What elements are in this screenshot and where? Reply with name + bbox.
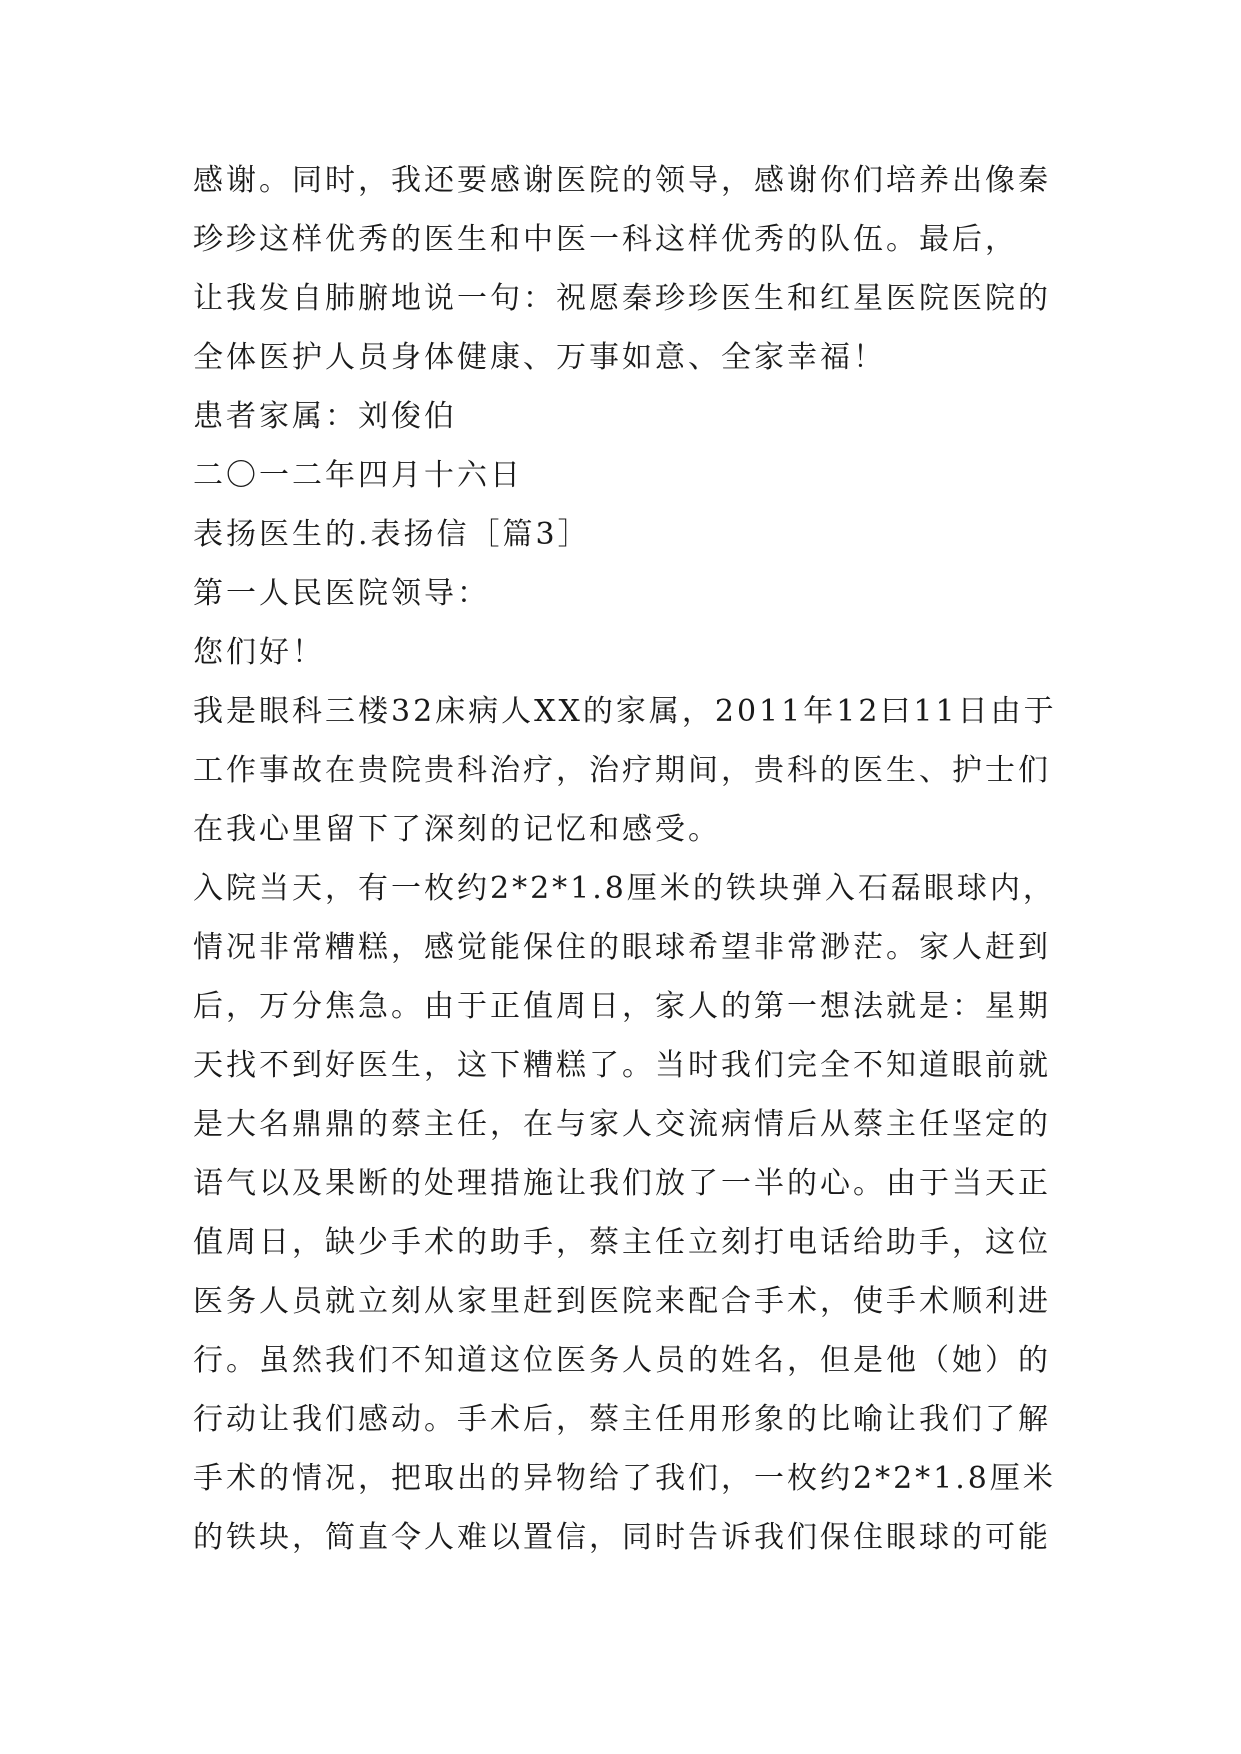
text-line: 入院当天，有一枚约2*2*1.8厘米的铁块弹入石磊眼球内， bbox=[193, 871, 1056, 906]
text-line: 在我心里留下了深刻的记忆和感受。 bbox=[193, 812, 721, 847]
letter-body bbox=[193, 151, 1073, 1567]
text-line: 我是眼科三楼32床病人XX的家属，2011年12曰11日由于 bbox=[193, 694, 1057, 729]
text-line: 让我发自肺腑地说一句：祝愿秦珍珍医生和红星医院医院的 bbox=[193, 281, 1051, 316]
text-line: 是大名鼎鼎的蔡主任，在与家人交流病情后从蔡主任坚定的 bbox=[193, 1107, 1051, 1142]
text-line: 情况非常糟糕，感觉能保住的眼球希望非常渺茫。家人赶到 bbox=[193, 930, 1051, 965]
text-line: 工作事故在贵院贵科治疗，治疗期间，贵科的医生、护士们 bbox=[193, 753, 1051, 788]
text-line: 的铁块，简直令人难以置信，同时告诉我们保住眼球的可能 bbox=[193, 1520, 1051, 1555]
text-line: 手术的情况，把取出的异物给了我们，一枚约2*2*1.8厘米 bbox=[193, 1461, 1056, 1496]
greeting: 您们好！ bbox=[193, 635, 325, 670]
text-line: 行动让我们感动。手术后，蔡主任用形象的比喻让我们了解 bbox=[193, 1402, 1051, 1437]
section-title: 表扬医生的.表扬信［篇3］ bbox=[193, 517, 591, 552]
text-line: 值周日，缺少手术的助手，蔡主任立刻打电话给助手，这位 bbox=[193, 1225, 1051, 1260]
text-line: 后，万分焦急。由于正值周日，家人的第一想法就是：星期 bbox=[193, 989, 1051, 1024]
text-line: 感谢。同时，我还要感谢医院的领导，感谢你们培养出像秦 bbox=[193, 163, 1051, 198]
text-line: 语气以及果断的处理措施让我们放了一半的心。由于当天正 bbox=[193, 1166, 1051, 1201]
text-line: 天找不到好医生，这下糟糕了。当时我们完全不知道眼前就 bbox=[193, 1048, 1051, 1083]
date-line: 二〇一二年四月十六日 bbox=[193, 458, 523, 493]
text-line: 行。虽然我们不知道这位医务人员的姓名，但是他（她）的 bbox=[193, 1343, 1051, 1378]
text-line: 珍珍这样优秀的医生和中医一科这样优秀的队伍。最后， bbox=[193, 222, 1018, 257]
text-line: 医务人员就立刻从家里赶到医院来配合手术，使手术顺利进 bbox=[193, 1284, 1051, 1319]
text-line: 全体医护人员身体健康、万事如意、全家幸福！ bbox=[193, 340, 886, 375]
salutation: 第一人民医院领导： bbox=[193, 576, 490, 611]
signature-line: 患者家属：刘俊伯 bbox=[193, 399, 457, 434]
